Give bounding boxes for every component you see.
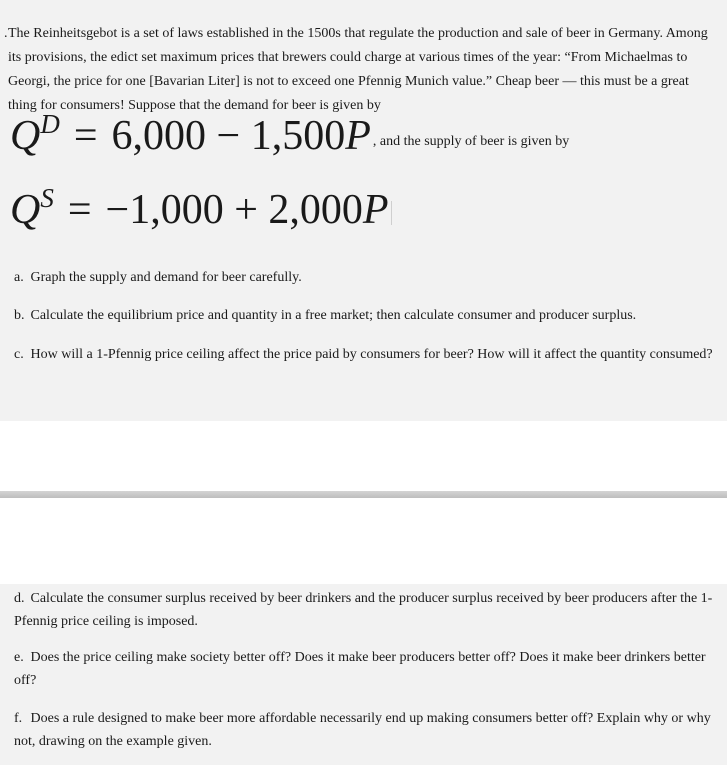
part-e	[14, 646, 714, 692]
supply-equals-sign: =	[67, 187, 92, 233]
text-cursor	[391, 201, 392, 225]
demand-rhs: 6,000 − 1,500	[111, 113, 346, 159]
supply-price-symbol: P	[362, 187, 389, 233]
part-a	[14, 266, 714, 289]
supply-quantity-symbol: Q	[10, 187, 41, 233]
part-c-label: c.	[14, 347, 24, 362]
part-d	[14, 587, 714, 633]
part-d-text: Calculate the consumer surplus received by beer drinkers and the producer surplus received by beer producers after the 1-Pfennig price ceiling is imposed.	[14, 591, 713, 629]
intro-text: The Reinheitsgebot is a set of laws established in the 1500s that regulate the production and sale of beer in Germany. Among its provisions, the edict set maximum prices that brewers could charge at various times of the year: “From Michaelmas to Georgi, the price for one [Bavarian Liter] is not to exceed one Pfennig Munich value.” Cheap beer — this must be a great thing for consumers! Suppose that the demand for beer is given by	[8, 26, 708, 113]
part-b	[14, 304, 714, 327]
question-intro	[4, 22, 720, 118]
part-e-text: Does the price ceiling make society better off? Does it make beer producers better off? Does it make beer drinkers better off?	[14, 650, 706, 688]
part-a-label: a.	[14, 270, 24, 285]
supply-rhs: −1,000 + 2,000	[105, 187, 363, 233]
demand-price-symbol: P	[345, 113, 371, 159]
part-d-label: d.	[14, 591, 25, 606]
blank-area	[0, 421, 727, 491]
supply-equation	[10, 183, 392, 233]
part-f-label: f.	[14, 711, 23, 726]
part-b-label: b.	[14, 308, 25, 323]
part-c-text: How will a 1-Pfennig price ceiling affect the price paid by consumers for beer? How will it affect the quantity consumed?	[30, 347, 713, 362]
supply-lead-in-text: , and the supply of beer is given by	[372, 134, 570, 149]
demand-quantity-symbol: Q	[10, 113, 41, 159]
section-divider	[0, 491, 727, 498]
part-c	[14, 343, 714, 366]
part-a-text: Graph the supply and demand for beer carefully.	[30, 270, 302, 285]
demand-superscript: D	[40, 109, 60, 139]
part-e-label: e.	[14, 650, 24, 665]
supply-superscript: S	[40, 183, 54, 213]
demand-equation	[10, 109, 570, 164]
part-b-text: Calculate the equilibrium price and quantity in a free market; then calculate consumer and producer surplus.	[30, 308, 637, 323]
part-f-text: Does a rule designed to make beer more affordable necessarily end up making consumers better off? Explain why or why not, drawing on the example given.	[14, 711, 711, 749]
question-number: .	[4, 26, 8, 41]
part-f	[14, 707, 714, 753]
demand-equals-sign: =	[73, 113, 98, 159]
